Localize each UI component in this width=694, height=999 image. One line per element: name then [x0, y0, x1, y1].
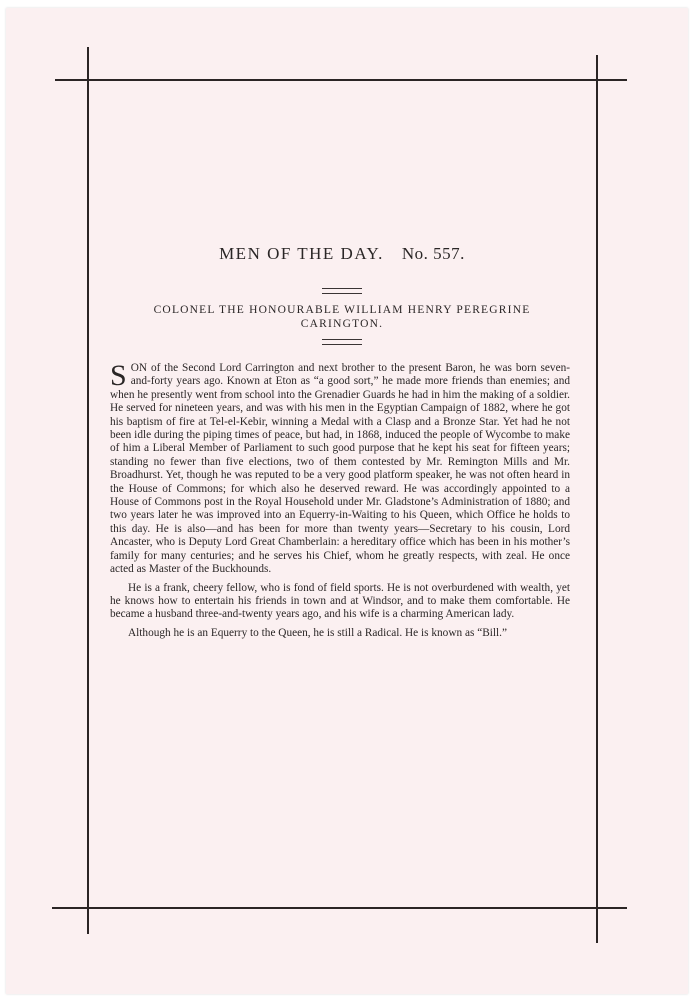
page-title — [90, 244, 594, 264]
issue-number: No. 557. — [401, 244, 465, 263]
frame-right-rule — [596, 55, 598, 943]
subtitle-divider — [322, 339, 362, 345]
paragraph-2: He is a frank, cheery fellow, who is fond of field sports. He is not overburdened with wealth, yet he knows how to entertain his friends in town and at Windsor, and to make them comfortable. He became a husband three-and-twenty years ago, and his wife is a charming American lady. — [110, 581, 570, 621]
title-text: MEN OF THE DAY. — [219, 244, 384, 263]
frame-bottom-rule — [52, 907, 627, 909]
article-body — [110, 359, 570, 645]
subject-name: COLONEL THE HONOURABLE WILLIAM HENRY PEREGRINE CARINGTON. — [153, 304, 531, 330]
paragraph-1 — [110, 359, 570, 577]
drop-cap: S — [110, 359, 127, 392]
paragraph-3: Although he is an Equerry to the Queen, he is still a Radical. He is known as “Bill.” — [128, 626, 507, 639]
paragraph-1-text: ON of the Second Lord Carrington and next brother to the present Baron, he was born seven-and-forty years ago. Known at Eton as “a good sort,” he made more friends than enemies; and when he presently went from school into the Grenadier Guards he had in him the making of a soldier. He served for nineteen years, and was with his men in the Egyptian Campaign of 1882, where he got his baptism of fire at Tel-el-Kebir, winning a Medal with a Clasp and a Bronze Star. Yet had he not been idle during the piping times of peace, but had, in 1868, induced the people of Wycombe to make of him a Liberal Member of Parliament to such good purpose that he kept his seat for fifteen years; standing no fewer than five elections, two of them contested by Mr. Remington Mills and Mr. Broadhurst. Yet, though he was reputed to be a very good platform speaker, he was not often heard in the House of Commons; for which also he deserved reward. He was accordingly appointed to a House of Commons post in the Royal Household under Mr. Gladstone’s Administration of 1880; and two years later he was improved into an Equerry-in-Waiting to his Queen, which Office he holds to this day. He is also—and has been for more than twenty years—Secretary to his cousin, Lord Ancaster, who is Deputy Lord Great Chamberlain: a hereditary office which has been in his mother’s family for many centuries; and he serves his Chief, whom he greatly respects, with zeal. He once acted as Master of the Buckhounds. — [110, 362, 570, 576]
frame-top-rule — [55, 79, 627, 81]
frame-left-rule — [87, 47, 89, 934]
title-divider — [322, 288, 362, 294]
